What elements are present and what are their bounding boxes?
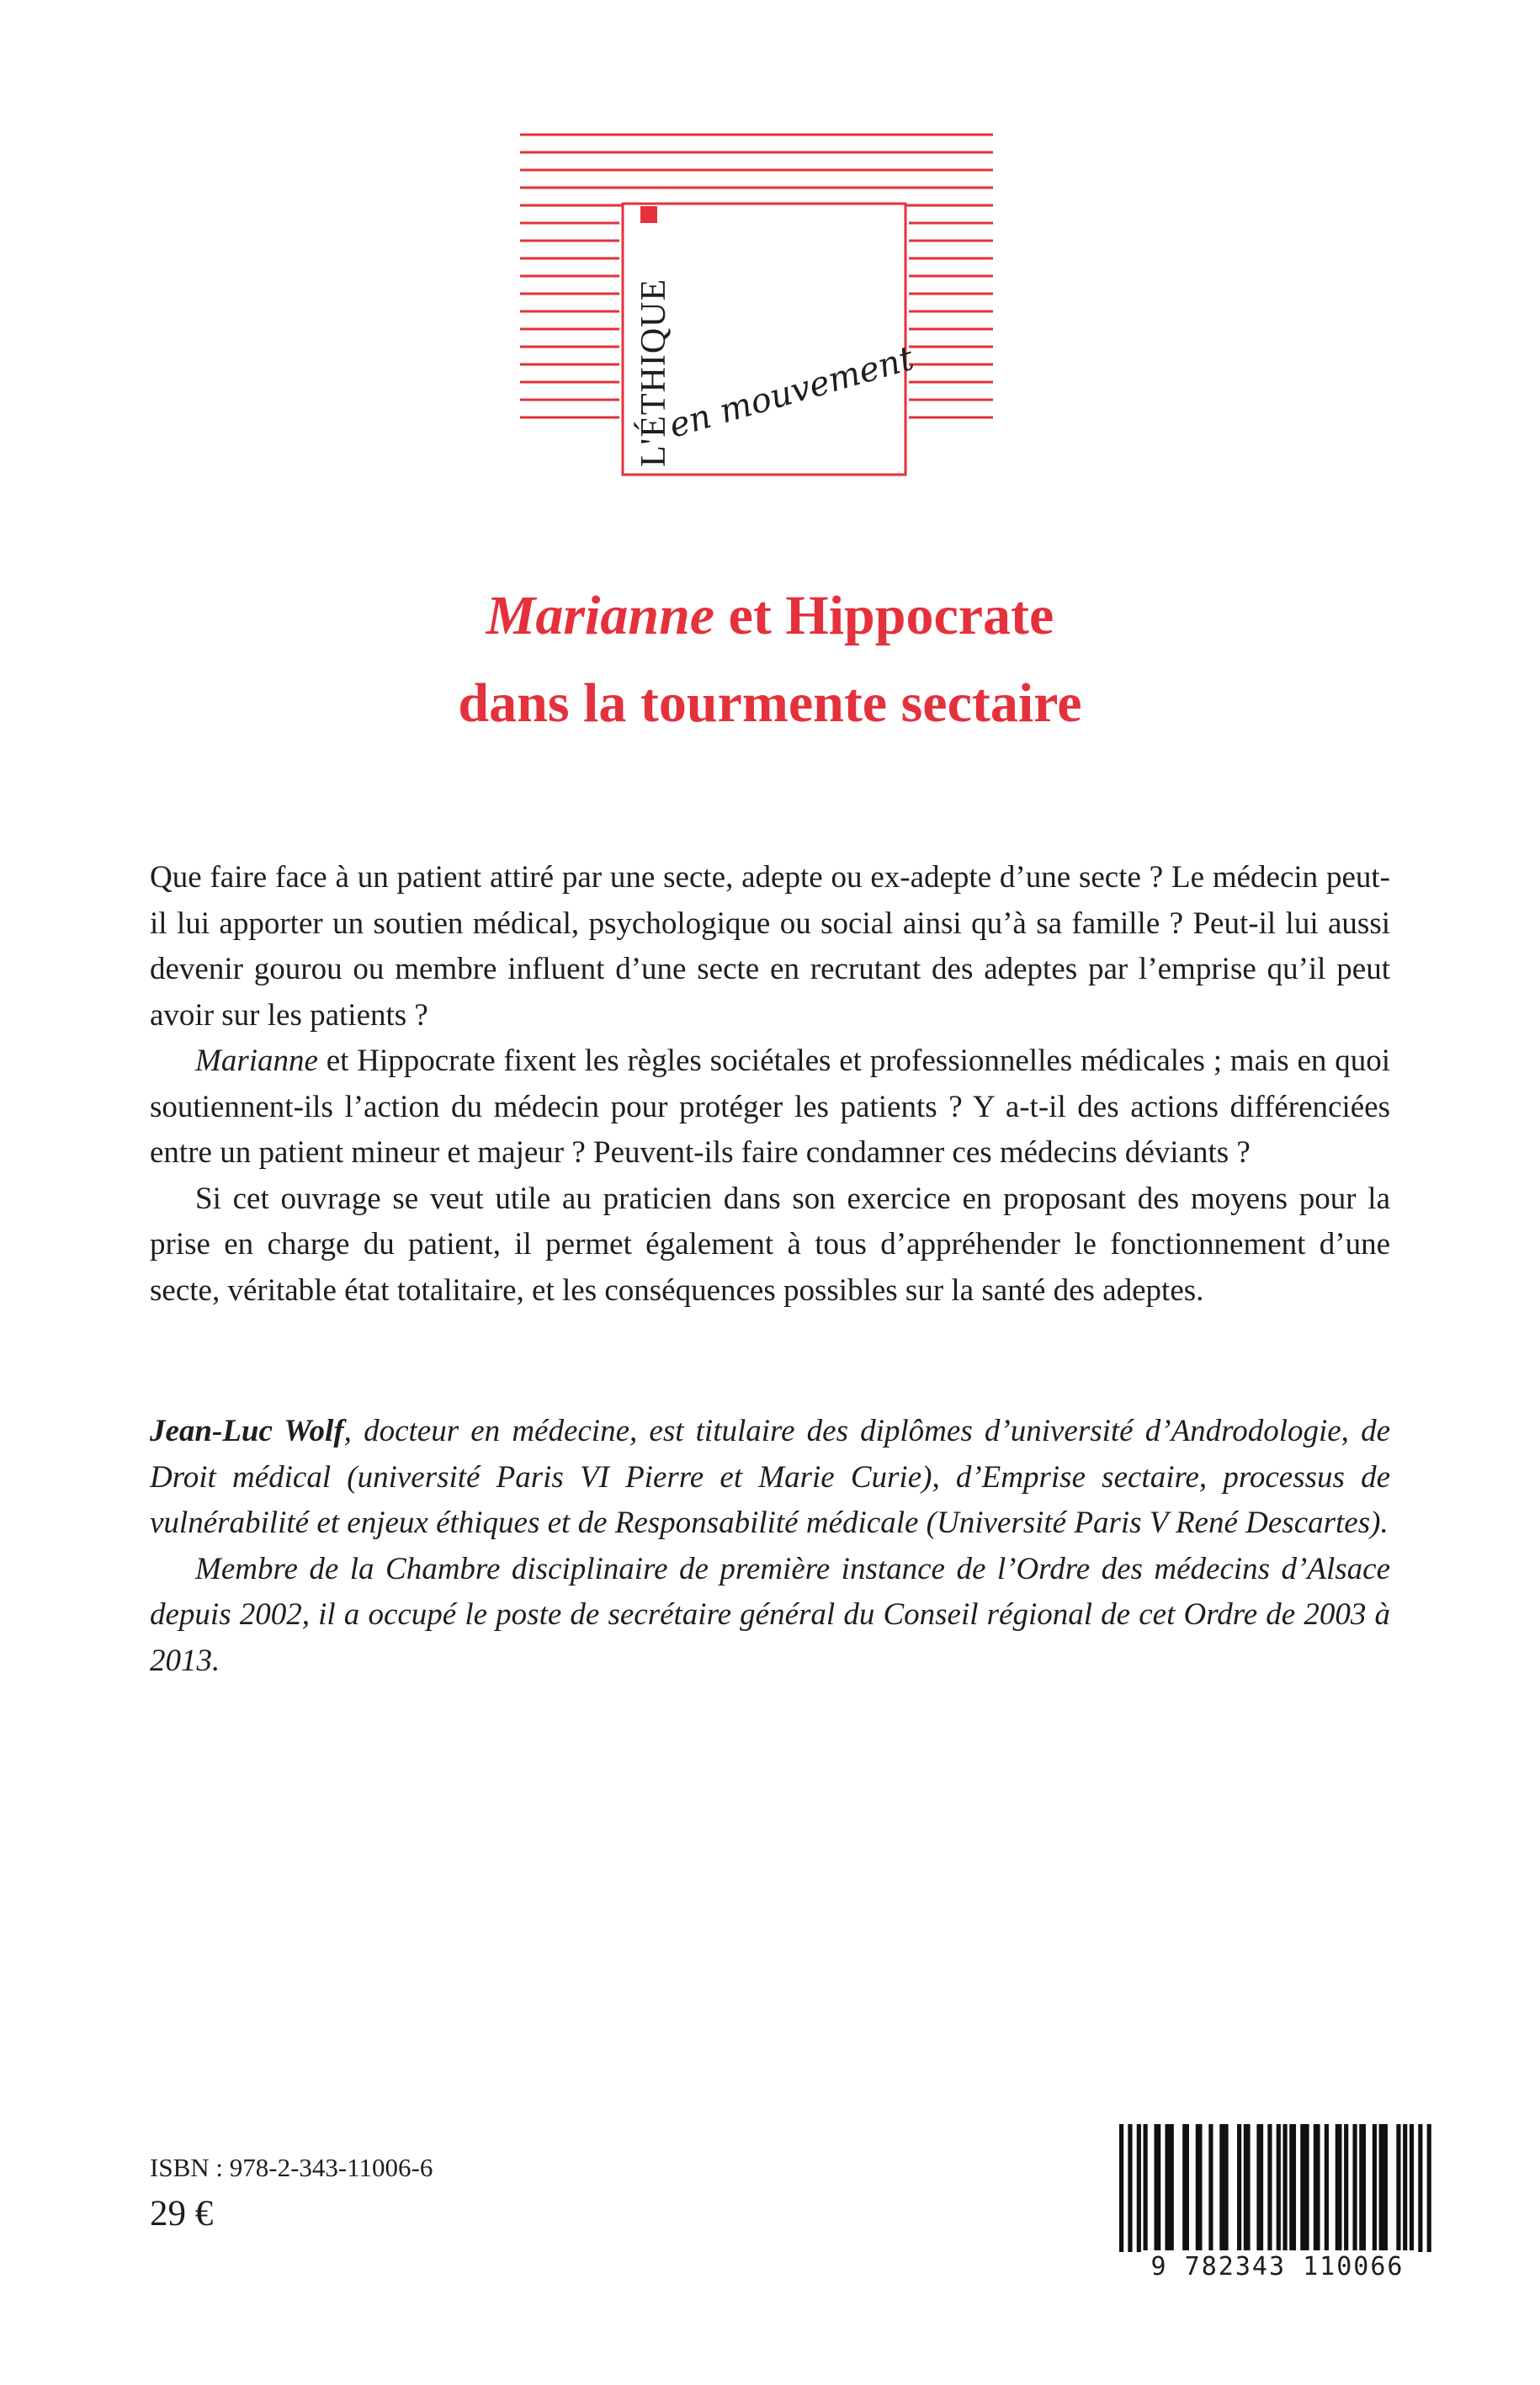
title-line-1-rest: et Hippocrate xyxy=(714,585,1054,646)
series-logo xyxy=(0,0,1540,505)
barcode-bar xyxy=(1396,2124,1400,2250)
barcode-bar xyxy=(1128,2124,1132,2269)
isbn: ISBN : 978-2-343-11006-6 xyxy=(150,2153,433,2182)
barcode-bar xyxy=(1344,2124,1348,2250)
summary-paragraph-2 xyxy=(150,1038,1390,1177)
title-italic-marianne: Marianne xyxy=(486,585,715,646)
barcode-bar xyxy=(1219,2124,1228,2250)
barcode-bar xyxy=(1403,2124,1407,2250)
author-bio-text-1: , docteur en médecine, est titulaire des diplômes d’université d’Androdologie, de Droit médical (université Paris VI Pierre et Marie Curie), d’Emprise sectaire, processus de vulnérabilité et enjeux éthiques et de Responsabilité médicale (Université Paris V René Descartes). xyxy=(150,1414,1390,1540)
barcode-bar xyxy=(1352,2124,1357,2250)
logo-accent-square xyxy=(640,206,657,223)
barcode-bar xyxy=(1314,2124,1320,2250)
barcode-bar xyxy=(1427,2124,1431,2269)
author-name: Jean-Luc Wolf xyxy=(150,1414,344,1448)
summary-italic-marianne: Marianne xyxy=(195,1044,318,1078)
barcode-digits: 9 782343 110066 xyxy=(1109,2252,1446,2281)
summary-paragraph-3: Si cet ouvrage se veut utile au praticien dans son exercice en proposant des moyens pour la prise en charge du patient, il permet également à tous d’appréhender le fonctionnement d’une secte, véritable état totalitaire, et les conséquences possibles sur la santé des adeptes. xyxy=(150,1181,1390,1308)
barcode-bar xyxy=(1267,2124,1272,2250)
book-title xyxy=(0,572,1540,747)
barcode-bar xyxy=(1289,2124,1296,2250)
author-bio-paragraph-1 xyxy=(150,1409,1390,1547)
barcode-bar xyxy=(1282,2124,1287,2250)
barcode-bar xyxy=(1373,2124,1377,2250)
title-line-1 xyxy=(0,572,1540,660)
author-bio xyxy=(150,1409,1390,1684)
barcode-bar xyxy=(1119,2124,1123,2269)
barcode-bar xyxy=(1237,2124,1241,2250)
barcode-bar xyxy=(1359,2124,1366,2250)
barcode-bar xyxy=(1410,2124,1414,2250)
barcode-bar xyxy=(1336,2124,1342,2250)
barcode-bar xyxy=(1244,2124,1251,2250)
barcode-bar xyxy=(1418,2124,1422,2269)
barcode-bar xyxy=(1379,2124,1388,2250)
barcode-bar xyxy=(1165,2124,1173,2250)
author-bio-paragraph-2: Membre de la Chambre disciplinaire de première instance de l’Ordre des médecins d’Alsace depuis 2002, il a occupé le poste de secrétaire général du Conseil régional de cet Ordre de 2003 à 2013. xyxy=(150,1551,1390,1678)
price: 29 € xyxy=(150,2194,214,2234)
barcode-bar xyxy=(1182,2124,1189,2250)
title-line-2: dans la tourmente sectaire xyxy=(458,672,1082,734)
summary-paragraph-2-text: et Hippocrate fixent les règles sociétales et professionnelles médicales ; mais en quoi soutiennent-ils l’action du médecin pour protéger les patients ? Y a-t-il des actions différenciées entre un patient mineur et majeur ? Peuvent-ils faire condamner ces médecins déviants ? xyxy=(150,1044,1390,1170)
barcode-bar xyxy=(1256,2124,1263,2250)
barcode-bar xyxy=(1300,2124,1309,2250)
barcode-bar xyxy=(1137,2124,1141,2269)
barcode-bar xyxy=(1208,2124,1213,2250)
logo-series-subtitle: en mouvement xyxy=(665,338,918,446)
barcode-bar xyxy=(1144,2124,1148,2250)
barcode-bar xyxy=(1154,2124,1160,2250)
barcode-bar xyxy=(1277,2124,1281,2250)
barcode-bar xyxy=(1196,2124,1203,2250)
back-cover-summary xyxy=(150,855,1390,1314)
barcode-bar xyxy=(1325,2124,1329,2250)
summary-paragraph-1: Que faire face à un patient attiré par une secte, adepte ou ex-adepte d’une secte ? Le médecin peut-il lui apporter un soutien médical, psychologique ou social ainsi qu’à sa famille ? Peut-il lui aussi devenir gourou ou membre influent d’une secte en recrutant des adeptes par l’emprise qu’il peut avoir sur les patients ? xyxy=(150,860,1390,1033)
logo-series-title: L'ÉTHIQUE xyxy=(635,278,673,467)
